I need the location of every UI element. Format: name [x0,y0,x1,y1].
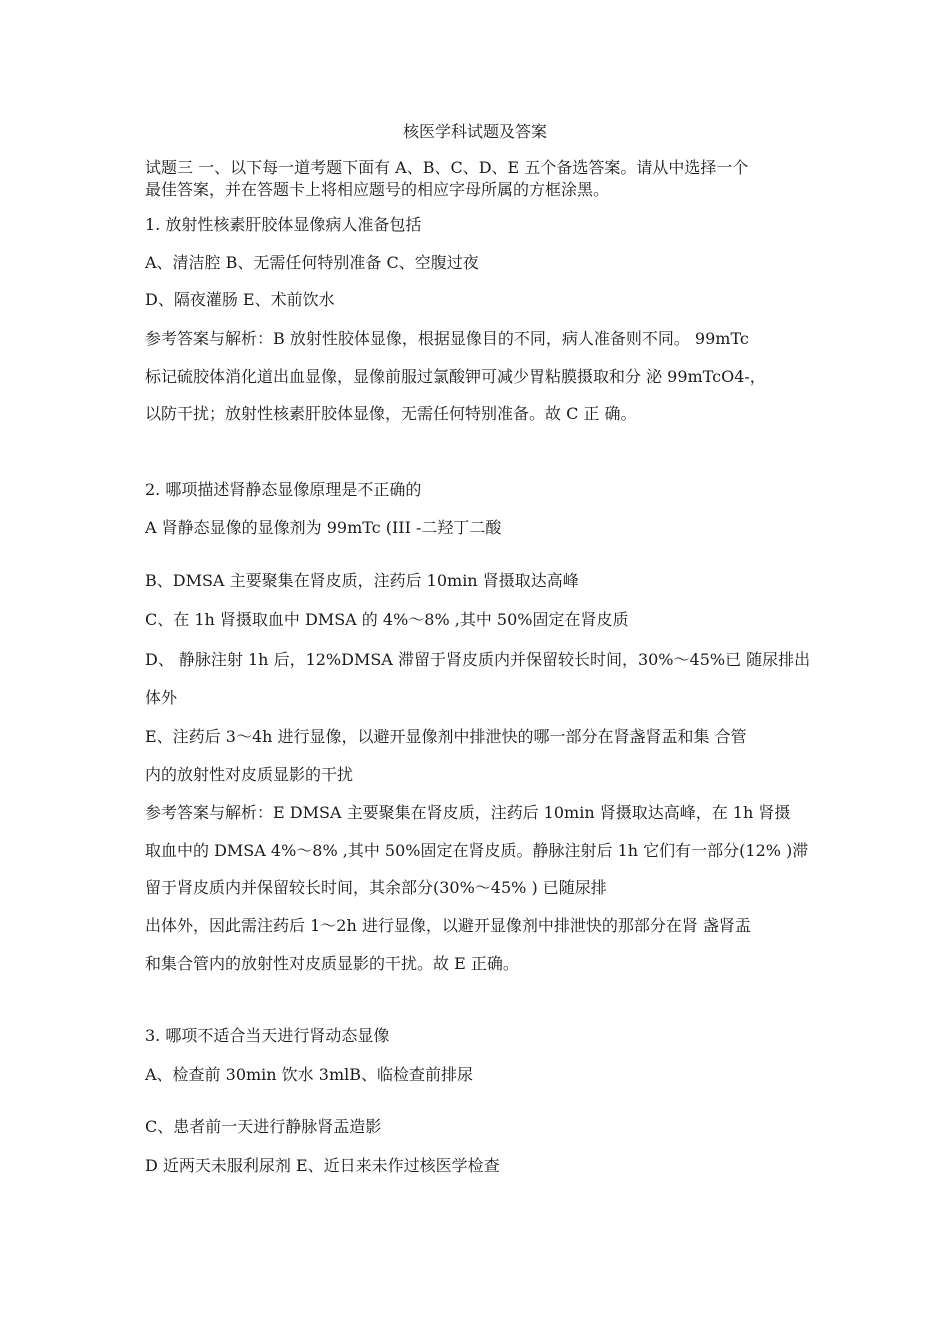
question-2-answer-line-2: 取血中的 DMSA 4%〜8% ,其中 50%固定在肾皮质。静脉注射后 1h 它们有一部分(12% )滞 [145,841,809,860]
question-2-option-b: B、DMSA 主要聚集在肾皮质，注药后 10min 肾摄取达高峰 [145,571,579,590]
question-2-answer-line-3: 留于肾皮质内并保留较长时间，其余部分(30%〜45% ) 已随尿排 [145,878,607,897]
question-2-answer-line-4: 出体外，因此需注药后 1〜2h 进行显像，以避开显像剂中排泄快的那部分在肾 盏肾盂 [145,916,751,935]
question-1-stem: 1. 放射性核素肝胶体显像病人准备包括 [145,215,422,234]
question-2-answer-line-5: 和集合管内的放射性对皮质显影的干扰。故 E 正确。 [145,954,519,973]
intro-line-1: 试题三 一、以下每一道考题下面有 A、B、C、D、E 五个备选答案。请从中选择一个 [145,158,749,177]
question-2-stem: 2. 哪项描述肾静态显像原理是不正确的 [145,480,422,499]
question-2-answer-line-1: 参考答案与解析：E DMSA 主要聚集在肾皮质，注药后 10min 肾摄取达高峰，在 1h 肾摄 [145,803,791,822]
question-2-option-d-line-2: 体外 [145,688,178,707]
question-1-answer-line-1: 参考答案与解析：B 放射性胶体显像，根据显像目的不同，病人准备则不同。 99mTc [145,329,749,348]
question-2-option-c: C、在 1h 肾摄取血中 DMSA 的 4%〜8% ,其中 50%固定在肾皮质 [145,610,629,629]
intro-line-2: 最佳答案，并在答题卡上将相应题号的相应字母所属的方框涂黑。 [145,180,610,199]
document-title: 核医学科试题及答案 [402,122,547,141]
question-1-answer-line-2: 标记硫胶体消化道出血显像，显像前服过氯酸钾可减少胃粘膜摄取和分 泌 99mTcO4-， [145,367,766,386]
question-3-stem: 3. 哪项不适合当天进行肾动态显像 [145,1026,390,1045]
question-2-option-a: A 肾静态显像的显像剂为 99mTc (III -二羟丁二酸 [145,518,502,537]
question-1-options-d-e: D、隔夜灌肠 E、术前饮水 [145,290,335,309]
question-3-option-c: C、患者前一天进行静脉肾盂造影 [145,1117,382,1136]
question-1-options-a-c: A、清洁腔 B、无需任何特别准备 C、空腹过夜 [145,253,479,272]
question-2-option-d-line-1: D、 静脉注射 1h 后，12%DMSA 滞留于肾皮质内并保留较长时间，30%〜45%已 随尿排出 [145,650,811,669]
question-2-option-e-line-1: E、注药后 3〜4h 进行显像，以避开显像剂中排泄快的哪一部分在肾盏肾盂和集 合管 [145,727,747,746]
question-2-option-e-line-2: 内的放射性对皮质显影的干扰 [145,765,354,784]
question-3-options-a-b: A、检查前 30min 饮水 3mlB、临检查前排尿 [145,1065,473,1084]
question-3-options-d-e: D 近两天未服利尿剂 E、近日来未作过核医学检查 [145,1156,500,1175]
question-1-answer-line-3: 以防干扰；放射性核素肝胶体显像，无需任何特别准备。故 C 正 确。 [145,404,637,423]
